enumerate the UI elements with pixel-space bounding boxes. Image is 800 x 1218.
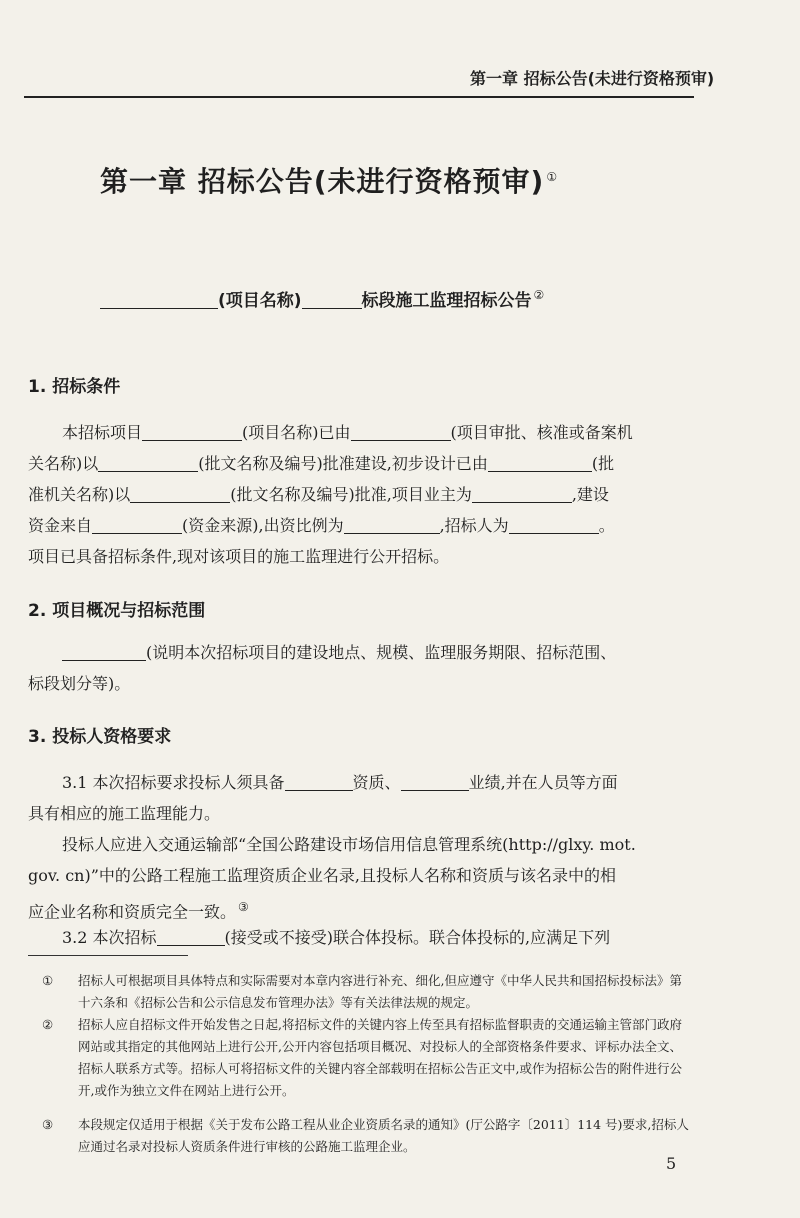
page-number: 5 bbox=[666, 1154, 677, 1173]
header-rule bbox=[24, 96, 694, 98]
section-heading-1: 1. 招标条件 bbox=[28, 377, 121, 397]
blank-field bbox=[344, 517, 440, 534]
s1-line-2: 关名称)以 (批文名称及编号)批准建设,初步设计已由 (批 bbox=[28, 454, 615, 473]
footnote-1 bbox=[42, 970, 692, 1014]
blank-field bbox=[142, 424, 242, 441]
s3-para3-line-1: 3.2 本次招标 (接受或不接受)联合体投标。联合体投标的,应满足下列 bbox=[62, 928, 611, 947]
s3-para2-line-3: 应企业名称和资质完全一致。 ③ bbox=[28, 900, 249, 922]
blank-section bbox=[302, 291, 362, 309]
blank-field bbox=[351, 424, 451, 441]
blank-field bbox=[472, 486, 572, 503]
blank-field bbox=[157, 929, 225, 946]
footnote-mark-2: ② bbox=[533, 288, 545, 303]
blank-field bbox=[92, 517, 182, 534]
s1-line-5: 项目已具备招标条件,现对该项目的施工监理进行公开招标。 bbox=[28, 547, 450, 566]
s1-line-1: 本招标项目 (项目名称)已由 (项目审批、核准或备案机 bbox=[62, 423, 633, 442]
s1-line-4: 资金来自 (资金来源),出资比例为 ,招标人为 。 bbox=[28, 516, 615, 535]
blank-field bbox=[130, 486, 230, 503]
chapter-title-text: 第一章 招标公告(未进行资格预审) bbox=[100, 165, 545, 198]
section-heading-2: 2. 项目概况与招标范围 bbox=[28, 601, 206, 621]
footnote-1-mark: ① bbox=[42, 973, 54, 988]
s3-para1-line-1: 3.1 本次招标要求投标人须具备 资质、 业绩,并在人员等方面 bbox=[62, 773, 618, 792]
blank-field bbox=[285, 774, 353, 791]
footnote-rule bbox=[28, 955, 188, 956]
footnote-2 bbox=[42, 1014, 692, 1102]
s3-para1-line-2: 具有相应的施工监理能力。 bbox=[28, 804, 221, 823]
footnote-2-text: 招标人应自招标文件开始发售之日起,将招标文件的关键内容上传至具有招标监督职责的交通运输主管部门政府网站或其指定的其他网站上进行公开,公开内容包括项目概况、对投标人的全部资格条件要求、评标办法全文、招标人联系方式等。招标人可将招标文件的关键内容全部载明在招标公告正文中,或作为招标公告的附件进行公开,或作为独立文件在网站上进行公开。 bbox=[78, 1017, 682, 1098]
s3-para2-line-1: 投标人应进入交通运输部“全国公路建设市场信用信息管理系统(http://glxy. mot. bbox=[62, 835, 636, 854]
blank-field bbox=[509, 517, 599, 534]
s2-line-2: 标段划分等)。 bbox=[28, 674, 131, 693]
subtitle-part2: 标段施工监理招标公告 bbox=[361, 291, 532, 311]
blank-field bbox=[488, 455, 592, 472]
footnote-mark-3: ③ bbox=[238, 900, 249, 914]
s2-line-1: (说明本次招标项目的建设地点、规模、监理服务期限、招标范围、 bbox=[28, 642, 688, 664]
footnote-2-mark: ② bbox=[42, 1017, 54, 1032]
blank-project-name bbox=[100, 291, 218, 309]
s3-para2-line-2: gov. cn)”中的公路工程施工监理资质企业名录,且投标人名称和资质与该名录中的相 bbox=[28, 866, 616, 885]
subtitle-part1: (项目名称) bbox=[218, 291, 302, 311]
footnote-3 bbox=[42, 1114, 692, 1158]
running-header: 第一章 招标公告(未进行资格预审) bbox=[470, 69, 715, 88]
section-heading-3: 3. 投标人资格要求 bbox=[28, 727, 172, 747]
notice-subtitle bbox=[100, 286, 620, 311]
footnote-3-mark: ③ bbox=[42, 1117, 54, 1132]
footnote-mark-1: ① bbox=[546, 169, 559, 184]
footnote-1-text: 招标人可根据项目具体特点和实际需要对本章内容进行补充、细化,但应遵守《中华人民共和国招标投标法》第十六条和《招标公告和公示信息发布管理办法》等有关法律法规的规定。 bbox=[78, 973, 682, 1010]
s1-line-3: 准机关名称)以 (批文名称及编号)批准,项目业主为 ,建设 bbox=[28, 485, 609, 504]
blank-field bbox=[401, 774, 469, 791]
footnote-3-text: 本段规定仅适用于根据《关于发布公路工程从业企业资质名录的通知》(厅公路字〔2011〕114 号)要求,招标人应通过名录对投标人资质条件进行审核的公路施工监理企业。 bbox=[78, 1117, 689, 1154]
blank-field bbox=[62, 644, 146, 661]
chapter-title bbox=[100, 160, 620, 200]
blank-field bbox=[98, 455, 198, 472]
